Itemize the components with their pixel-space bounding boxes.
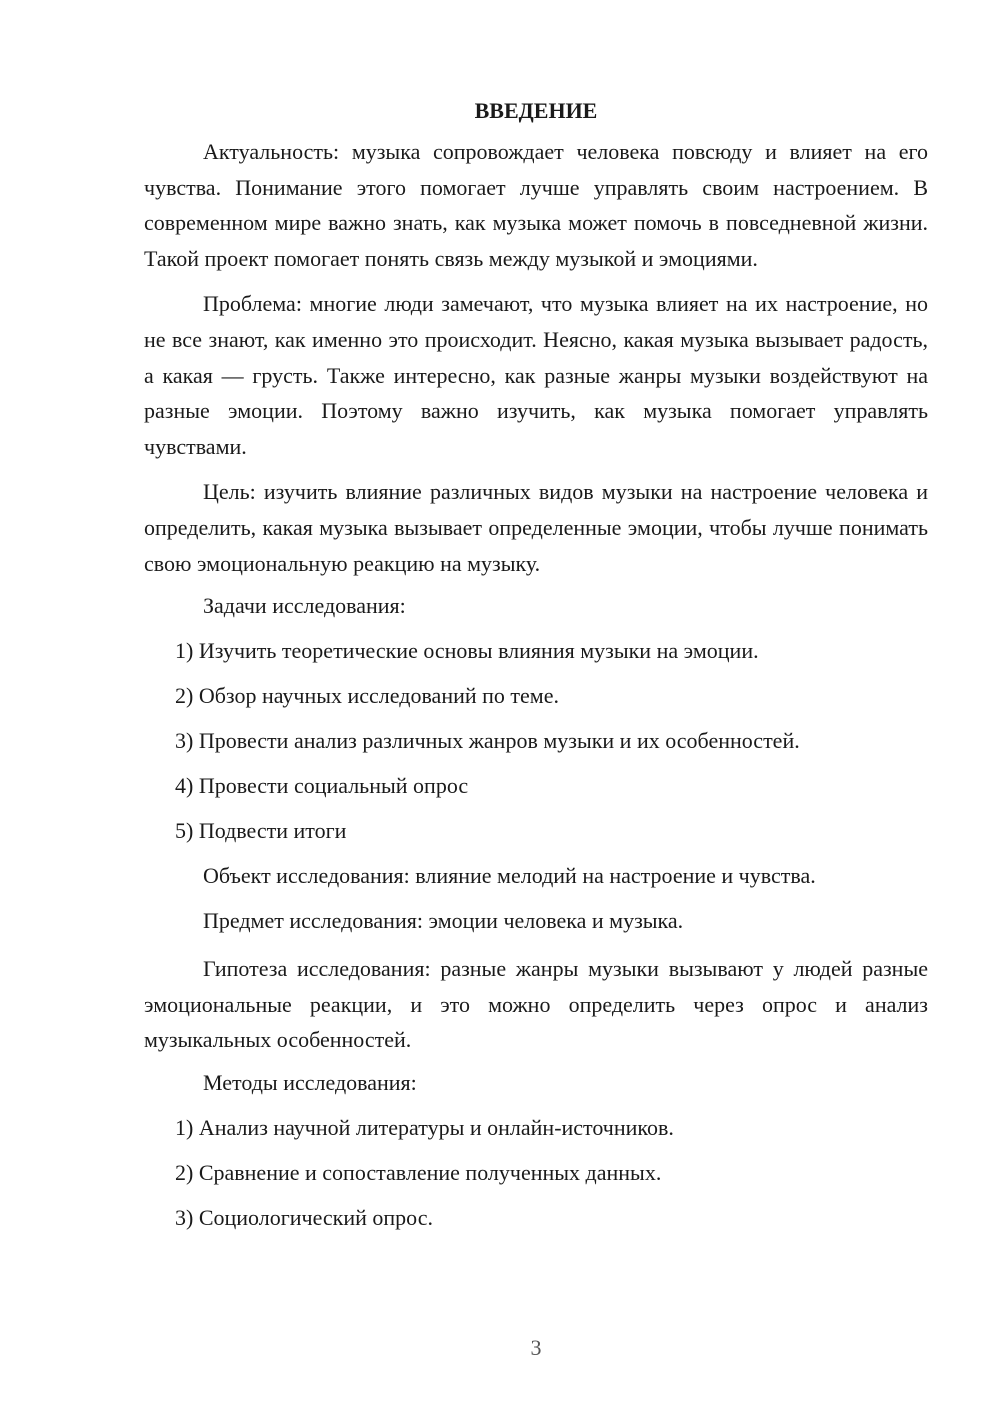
page-title: ВВЕДЕНИЕ [474, 98, 598, 123]
problem-paragraph: Проблема: многие люди замечают, что музыка влияет на их настроение, но не все знают, как именно это происходит. Неясно, какая музыка вызывает радость, а какая — грусть. Также интересно, как разные жанры музыки воздействуют на разные эмоции. Поэтому важно изучить, как музыка помогает управлять чувствами. [144, 291, 928, 459]
method-item: 2) Сравнение и сопоставление полученных данных. [175, 1159, 662, 1185]
tasks-heading: Задачи исследования: [203, 593, 406, 619]
research-object: Объект исследования: влияние мелодий на настроение и чувства. [203, 863, 816, 889]
task-item: 1) Изучить теоретические основы влияния музыки на эмоции. [175, 638, 759, 664]
goal-paragraph: Цель: изучить влияние различных видов музыки на настроение человека и определить, какая музыка вызывает определенные эмоции, чтобы лучше понимать свою эмоциональную реакцию на музыку. [144, 479, 928, 576]
relevance-paragraph: Актуальность: музыка сопровождает человека повсюду и влияет на его чувства. Понимание этого помогает лучше управлять своим настроением. В современном мире важно знать, как музыка может помочь в повседневной жизни. Такой проект помогает понять связь между музыкой и эмоциями. [144, 139, 928, 271]
page-content [144, 96, 928, 1248]
task-item: 3) Провести анализ различных жанров музыки и их особенностей. [175, 728, 800, 754]
method-item: 3) Социологический опрос. [175, 1204, 433, 1230]
task-item: 2) Обзор научных исследований по теме. [175, 683, 559, 709]
hypothesis-paragraph: Гипотеза исследования: разные жанры музыки вызывают у людей разные эмоциональные реакции, и это можно определить через опрос и анализ музыкальных особенностей. [144, 956, 928, 1053]
page-number: 3 [530, 1335, 542, 1360]
task-item: 5) Подвести итоги [175, 818, 347, 844]
research-subject: Предмет исследования: эмоции человека и музыка. [203, 908, 684, 934]
methods-heading: Методы исследования: [203, 1069, 417, 1095]
method-item: 1) Анализ научной литературы и онлайн-источников. [175, 1114, 674, 1140]
task-item: 4) Провести социальный опрос [175, 773, 469, 799]
